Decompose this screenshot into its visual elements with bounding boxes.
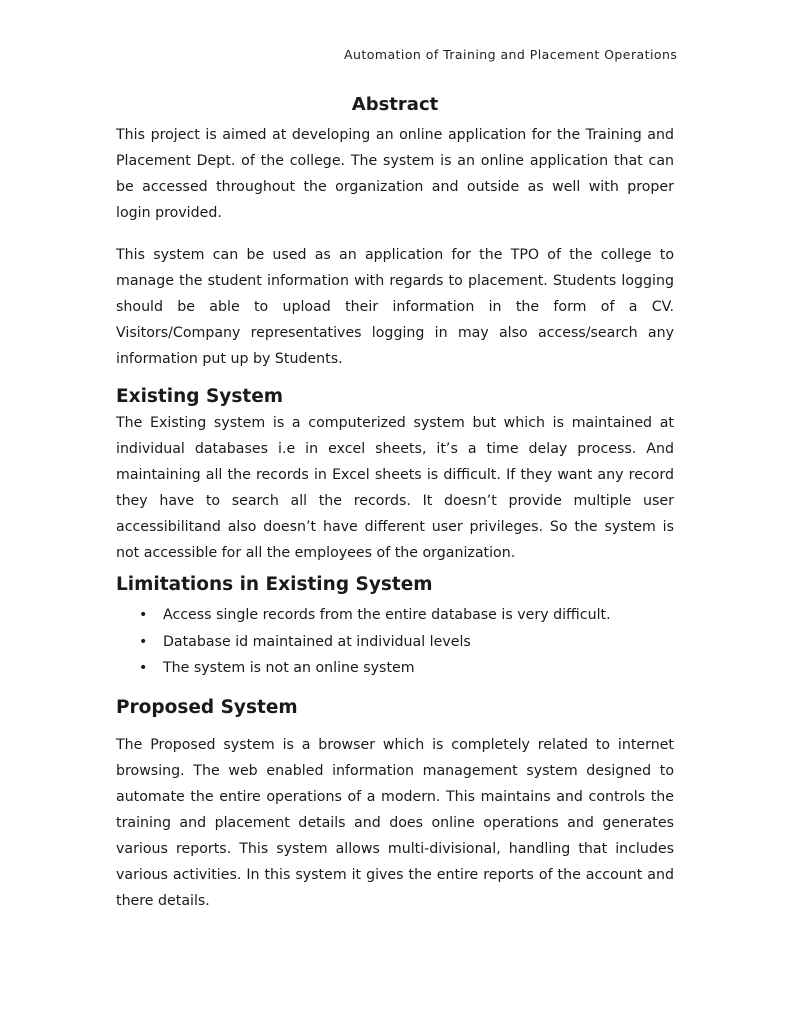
limitations-list [138,602,658,682]
proposed-system-paragraph: The Proposed system is a browser which is completely related to internet browsing. The web enabled information management system designed to automate the entire operations of a modern. This maintains and controls the training and placement details and does online operations and generates various reports. This system allows multi-divisional, handling that includes various activities. In this system it gives the entire reports of the account and there details. [116,737,674,909]
bullet-icon: • [139,607,148,623]
proposed-system-heading: Proposed System [116,697,298,718]
list-item-text: Access single records from the entire database is very difficult. [163,607,611,623]
existing-system-heading: Existing System [116,386,284,407]
running-header: Automation of Training and Placement Operations [344,47,678,62]
bullet-icon: • [139,660,148,676]
existing-system-paragraph: The Existing system is a computerized system but which is maintained at individual databases i.e in excel sheets, it’s a time delay process. And maintaining all the records in Excel sheets is difficult. If they want any record they have to search all the records. It doesn’t provide multiple user accessibilitand also doesn’t have different user privileges. So the system is not accessible for all the employees of the organization. [116,415,674,561]
list-item [138,655,658,682]
list-item-text: Database id maintained at individual levels [163,633,471,650]
abstract-paragraph-2: This system can be used as an application for the TPO of the college to manage the student information with regards to placement. Students logging should be able to upload their information in the form of a CV. Visitors/Company representatives logging in may also access/search any information put up by Students. [116,247,674,367]
abstract-title: Abstract [351,94,439,115]
limitations-heading: Limitations in Existing System [116,574,433,595]
list-item [138,629,658,656]
list-item-text: The system is not an online system [163,660,415,676]
bullet-icon: • [139,633,148,650]
abstract-paragraph-1: This project is aimed at developing an online application for the Training and Placement Dept. of the college. The system is an online application that can be accessed throughout the organization and outside as well with proper login provided. [116,127,674,221]
list-item [138,602,658,629]
